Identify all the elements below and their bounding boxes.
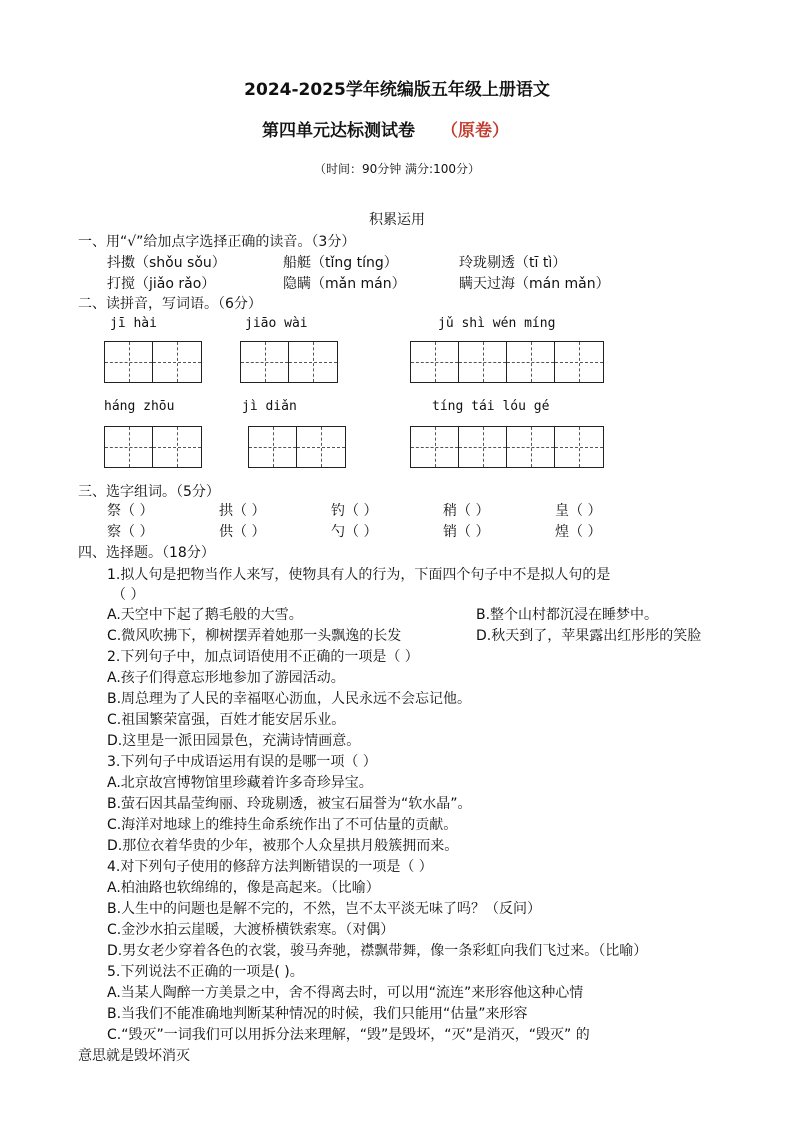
q1-item: 玲珑剔透（tī tì） [459, 255, 567, 271]
q1-item: 隐瞒（mǎn mán） [283, 276, 406, 292]
q3-item: 勺（ ） [331, 524, 378, 540]
q3-item: 供（ ） [219, 524, 266, 540]
writing-grid[interactable] [104, 426, 202, 468]
writing-grid[interactable] [240, 341, 338, 383]
q4-line: 5.下列说法不正确的一项是( )。 [107, 964, 304, 980]
q3-item: 煌（ ） [555, 524, 602, 540]
q3-item: 钓（ ） [331, 503, 378, 519]
q2-pinyin: háng zhōu [104, 399, 175, 414]
q4-line: C.海洋对地球上的维持生命系统作出了不可估量的贡献。 [107, 817, 458, 833]
q2-pinyin: jī hài [110, 316, 157, 331]
q3-item: 销（ ） [443, 524, 490, 540]
q1-item: 瞒天过海（mán mǎn） [459, 276, 610, 292]
writing-grid[interactable] [410, 341, 604, 383]
q4-line: A.天空中下起了鹅毛般的大雪。 [107, 607, 303, 623]
q3-item: 察（ ） [107, 524, 154, 540]
q4-line: D.秋天到了，苹果露出红彤彤的笑脸 [476, 628, 702, 644]
q4-line: B.整个山村都沉浸在睡梦中。 [476, 607, 659, 623]
writing-grid[interactable] [248, 426, 346, 468]
q1-item: 打搅（jiǎo rǎo） [107, 276, 216, 292]
q4-line: B.人生中的问题也是解不完的，不然，岂不太平淡无味了吗？（反问） [107, 901, 542, 917]
q4-line: 2.下列句子中，加点词语使用不正确的一项是（ ） [107, 649, 419, 665]
q3-item: 拱（ ） [219, 503, 266, 519]
q4-line: D.男女老少穿着各色的衣裳，骏马奔驰，襟飘带舞，像一条彩虹向我们飞过来。（比喻） [107, 943, 648, 959]
q1-title: 一、用“√”给加点字选择正确的读音。（3分） [78, 234, 356, 250]
q4-line: D.这里是一派田园景色，充满诗情画意。 [107, 733, 361, 749]
paper-title: 2024-2025学年统编版五年级上册语文 [244, 80, 550, 100]
q4-line: D.那位衣着华贵的少年，被那个人众星拱月般簇拥而来。 [107, 838, 459, 854]
q4-line: 4.对下列句子使用的修辞方法判断错误的一项是（ ） [107, 859, 433, 875]
q1-item: 抖擞（shǒu sǒu） [107, 255, 226, 271]
writing-grid[interactable] [410, 426, 604, 468]
q4-line: 1.拟人句是把物当作人来写，使物具有人的行为，下面四个句子中不是拟人句的是 [107, 567, 611, 583]
paper-subtitle [262, 116, 509, 141]
q3-item: 祭（ ） [107, 503, 154, 519]
q4-line: 3.下列句子中成语运用有误的是哪一项（ ） [107, 754, 377, 770]
q1-item: 船艇（tǐng tíng） [283, 255, 398, 271]
q4-line: 意思就是毁坏消灭 [78, 1048, 190, 1064]
q4-title: 四、选择题。（18分） [78, 545, 215, 561]
q2-pinyin: jì diǎn [242, 399, 297, 414]
q2-pinyin: tíng tái lóu gé [432, 399, 550, 414]
q4-line: C.微风吹拂下，柳树摆弄着她那一头飘逸的长发 [107, 628, 402, 644]
q4-line: B.周总理为了人民的幸福呕心沥血，人民永远不会忘记他。 [107, 691, 472, 707]
section-title: 积累运用 [369, 212, 425, 228]
q3-row [0, 521, 794, 541]
writing-grid[interactable] [104, 341, 202, 383]
q4-line: A.当某人陶醉一方美景之中，舍不得离去时，可以用“流连”来形容他这种心情 [107, 985, 584, 1001]
q3-item: 皇（ ） [555, 503, 602, 519]
q4-line: B.萤石因其晶莹绚丽、玲珑剔透，被宝石届誉为“软水晶”。 [107, 796, 472, 812]
q3-row [0, 500, 794, 520]
q3-title: 三、选字组词。（5分） [78, 484, 220, 500]
paper-subtitle-text: 第四单元达标测试卷 [262, 121, 415, 141]
q4-line: C.金沙水拍云崖暖，大渡桥横铁索寒。（对偶） [107, 922, 395, 938]
q3-item: 稍（ ） [443, 503, 490, 519]
q4-line: A.北京故宫博物馆里珍藏着许多奇珍异宝。 [107, 775, 373, 791]
q4-line: A.孩子们得意忘形地参加了游园活动。 [107, 670, 345, 686]
q4-line: （ ） [112, 587, 145, 603]
exam-info: （时间：90分钟 满分:100分） [313, 162, 481, 176]
q4-line: C.祖国繁荣富强，百姓才能安居乐业。 [107, 712, 346, 728]
q4-line: A.柏油路也软绵绵的，像是高起来。（比喻） [107, 880, 380, 896]
q4-line: C.“毁灭”一词我们可以用拆分法来理解，“毁”是毁坏，“灭”是消灭，“毁灭” 的 [107, 1027, 590, 1043]
q2-pinyin: jǔ shì wén míng [438, 316, 556, 331]
paper-tag: （原卷） [441, 121, 509, 141]
q2-pinyin: jiāo wài [245, 316, 308, 331]
q2-title: 二、读拼音，写词语。（6分） [78, 296, 262, 312]
q4-line: B.当我们不能准确地判断某种情况的时候，我们只能用“估量”来形容 [107, 1006, 528, 1022]
